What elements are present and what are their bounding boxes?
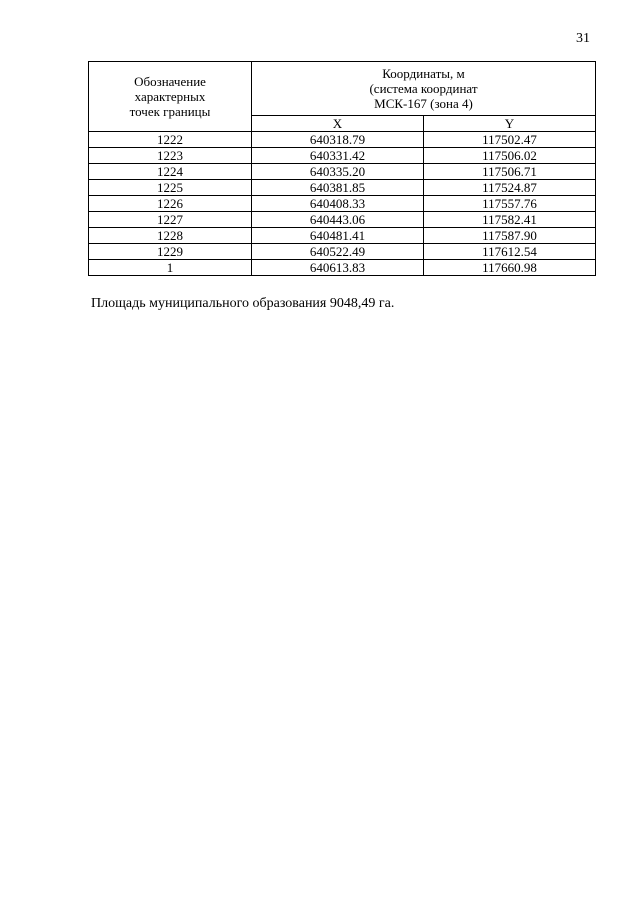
municipality-area-text: Площадь муниципального образования 9048,49 га. (91, 296, 395, 311)
y-coordinate-cell: 117502.47 (424, 132, 596, 148)
x-coordinate-cell: 640481.41 (252, 228, 424, 244)
y-coordinate-cell: 117506.02 (424, 148, 596, 164)
point-header-line: характерных (134, 89, 206, 104)
coords-header-line: (система координат (369, 80, 478, 96)
point-designation-header (89, 62, 252, 132)
point-cell: 1227 (89, 212, 252, 228)
y-coordinate-cell: 117587.90 (424, 228, 596, 244)
x-coordinate-cell: 640408.33 (252, 196, 424, 212)
point-cell: 1225 (89, 180, 252, 196)
y-column-header: Y (424, 115, 596, 131)
page-number: 31 (576, 31, 590, 46)
boundary-points-table (88, 61, 596, 276)
table-header-row (89, 62, 596, 116)
point-cell: 1 (89, 260, 252, 276)
table-row (89, 164, 596, 180)
table-row (89, 228, 596, 244)
y-coordinate-cell: 117524.87 (424, 180, 596, 196)
table-row (89, 260, 596, 276)
x-coordinate-cell: 640331.42 (252, 148, 424, 164)
y-coordinate-cell: 117612.54 (424, 244, 596, 260)
x-coordinate-cell: 640443.06 (252, 212, 424, 228)
x-coordinate-cell: 640318.79 (252, 132, 424, 148)
x-coordinate-cell: 640613.83 (252, 260, 424, 276)
point-cell: 1224 (89, 164, 252, 180)
x-coordinate-cell: 640522.49 (252, 244, 424, 260)
point-header-line: точек границы (129, 104, 211, 119)
coords-header-line: Координаты, м (382, 65, 465, 81)
point-cell: 1228 (89, 228, 252, 244)
table-row (89, 244, 596, 260)
point-cell: 1222 (89, 132, 252, 148)
table-body (89, 132, 596, 276)
point-cell: 1223 (89, 148, 252, 164)
y-coordinate-cell: 117557.76 (424, 196, 596, 212)
point-cell: 1229 (89, 244, 252, 260)
table-row (89, 212, 596, 228)
table-row (89, 180, 596, 196)
y-coordinate-cell: 117506.71 (424, 164, 596, 180)
y-coordinate-cell: 117582.41 (424, 212, 596, 228)
point-header-line: Обозначение (134, 74, 206, 89)
table-row (89, 196, 596, 212)
point-cell: 1226 (89, 196, 252, 212)
coordinates-header (252, 62, 596, 116)
x-coordinate-cell: 640335.20 (252, 164, 424, 180)
table-row (89, 148, 596, 164)
table-row (89, 132, 596, 148)
coords-header-line: МСК-167 (зона 4) (374, 95, 473, 111)
x-coordinate-cell: 640381.85 (252, 180, 424, 196)
x-column-header: X (252, 115, 424, 131)
y-coordinate-cell: 117660.98 (424, 260, 596, 276)
